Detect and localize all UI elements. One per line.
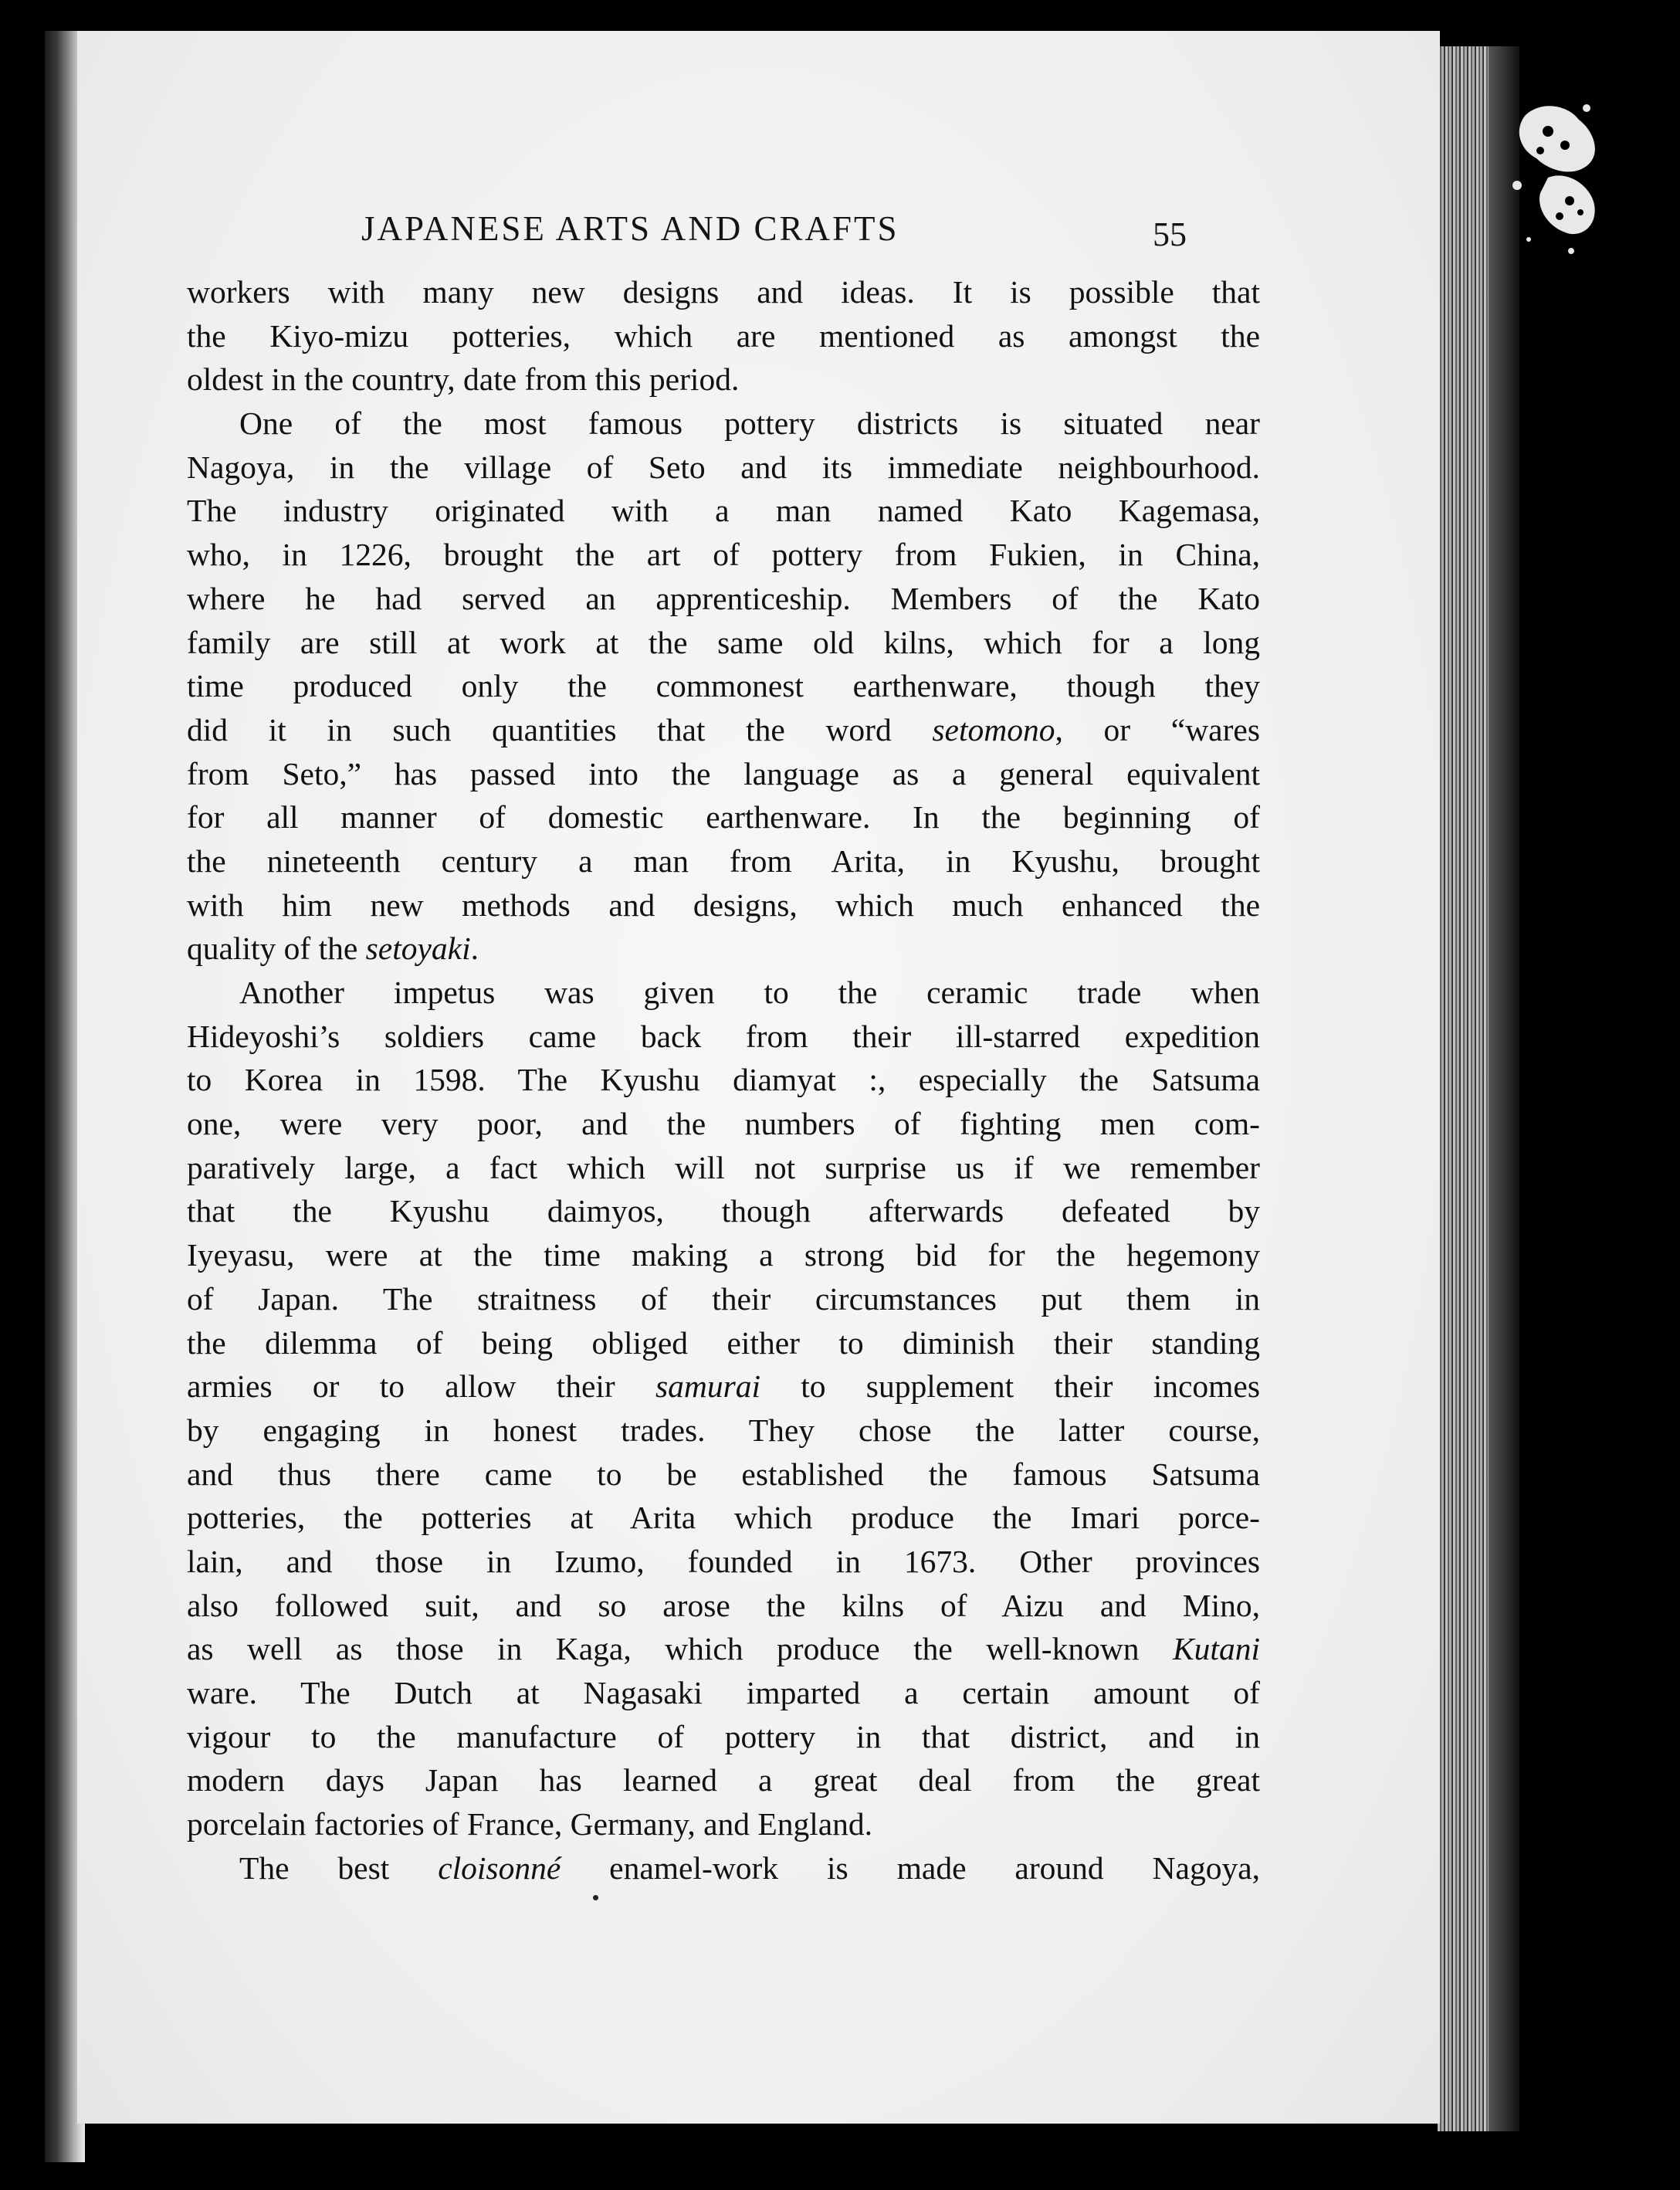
text-line: from Seto,” has passed into the language as a general equivalent xyxy=(187,755,1260,792)
ink-blot-icon xyxy=(1494,85,1610,293)
text-line: paratively large, a fact which will not surprise us if we remember xyxy=(187,1149,1260,1185)
text-line: who, in 1226, brought the art of pottery from Fukien, in China, xyxy=(187,537,1260,573)
text-line: did it in such quantities that the word setomono, or “wares xyxy=(187,711,1260,748)
text-line: family are still at work at the same old kilns, which for a long xyxy=(187,624,1260,660)
text-line: to Korea in 1598. The Kyushu diamyat :, especially the Satsuma xyxy=(187,1062,1260,1098)
text-line: for all manner of domestic earthenware. In the beginning of xyxy=(187,799,1260,836)
page-header xyxy=(77,201,1440,263)
text-line: that the Kyushu daimyos, though afterwards defeated by xyxy=(187,1193,1260,1229)
text-line: One of the most famous pottery districts is situated near xyxy=(239,405,1260,442)
text-line: Nagoya, in the village of Seto and its immediate neighbourhood. xyxy=(187,449,1260,485)
text-line: workers with many new designs and ideas. It is possible that xyxy=(187,274,1260,310)
right-page-edges xyxy=(1438,46,1489,2131)
text-line: quality of the setoyaki. xyxy=(187,931,479,967)
text-line: armies or to allow their samurai to supplement their incomes xyxy=(187,1368,1260,1405)
text-line: and thus there came to be established the famous Satsuma xyxy=(187,1456,1260,1492)
text-line: the nineteenth century a man from Arita, in Kyushu, brought xyxy=(187,842,1260,879)
ink-speck xyxy=(593,1895,598,1900)
text-line: where he had served an apprenticeship. Members of the Kato xyxy=(187,580,1260,616)
text-line: The industry originated with a man named Kato Kagemasa, xyxy=(187,493,1260,529)
text-line: lain, and those in Izumo, founded in 1673. Other provinces xyxy=(187,1543,1260,1579)
text-line: Hideyoshi’s soldiers came back from their ill-starred expedition xyxy=(187,1018,1260,1054)
page-number: 55 xyxy=(1153,215,1187,253)
book-page xyxy=(77,31,1440,2124)
text-line: vigour to the manufacture of pottery in that district, and in xyxy=(187,1718,1260,1754)
text-line: Another impetus was given to the ceramic trade when xyxy=(239,975,1260,1010)
text-line: of Japan. The straitness of their circumstances put them in xyxy=(187,1280,1260,1317)
text-line: as well as those in Kaga, which produce the well-known Kutani xyxy=(187,1631,1260,1667)
text-line: by engaging in honest trades. They chose the latter course, xyxy=(187,1412,1260,1448)
text-line: modern days Japan has learned a great deal from the great xyxy=(187,1762,1260,1798)
text-line: potteries, the potteries at Arita which produce the Imari porce- xyxy=(187,1500,1260,1536)
text-line: time produced only the commonest earthenware, though they xyxy=(187,668,1260,704)
text-line: the Kiyo-mizu potteries, which are mentioned as amongst the xyxy=(187,317,1260,354)
body-text xyxy=(187,270,1260,1890)
text-line: Iyeyasu, were at the time making a strong bid for the hegemony xyxy=(187,1237,1260,1273)
running-title: JAPANESE ARTS AND CRAFTS xyxy=(361,209,899,248)
text-line: with him new methods and designs, which much enhanced the xyxy=(187,887,1260,923)
text-line: also followed suit, and so arose the kilns of Aizu and Mino, xyxy=(187,1587,1260,1623)
text-line: oldest in the country, date from this period. xyxy=(187,361,740,398)
text-line: porcelain factories of France, Germany, and England. xyxy=(187,1806,873,1843)
text-line: the dilemma of being obliged either to diminish their standing xyxy=(187,1324,1260,1361)
text-line: ware. The Dutch at Nagasaki imparted a certain amount of xyxy=(187,1675,1260,1710)
text-line: The best cloisonné enamel-work is made around Nagoya, xyxy=(239,1849,1260,1886)
text-line: one, were very poor, and the numbers of fighting men com- xyxy=(187,1106,1260,1142)
right-shadow xyxy=(1489,46,1519,2131)
